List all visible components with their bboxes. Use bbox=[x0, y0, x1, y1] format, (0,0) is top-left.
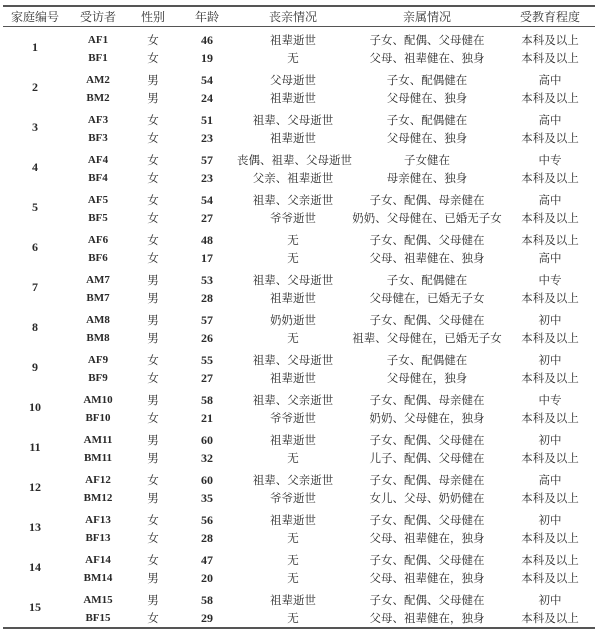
table-row bbox=[3, 587, 595, 609]
interviewee-code-cell: BM7 bbox=[86, 291, 110, 304]
education-cell: 初中 bbox=[538, 352, 562, 367]
age-cell: 17 bbox=[201, 250, 213, 265]
sex-cell: 女 bbox=[147, 170, 159, 185]
relatives-cell: 奶奶、父母健在，独身 bbox=[369, 410, 485, 425]
header-age: 年龄 bbox=[177, 6, 237, 26]
family-id-cell: 13 bbox=[29, 519, 41, 534]
interviewee-info-table bbox=[3, 5, 595, 629]
sex-cell: 男 bbox=[147, 290, 159, 305]
education-cell: 本科及以上 bbox=[521, 90, 579, 105]
bereavement-cell: 祖辈逝世 bbox=[270, 32, 316, 47]
sex-cell: 女 bbox=[147, 210, 159, 225]
education-cell: 初中 bbox=[538, 312, 562, 327]
table-row bbox=[3, 507, 595, 529]
bereavement-cell: 丧偶、祖辈、父母逝世 bbox=[237, 152, 352, 167]
sex-cell: 男 bbox=[147, 432, 159, 447]
table-row bbox=[3, 49, 595, 67]
age-cell: 60 bbox=[201, 432, 213, 447]
sex-cell: 男 bbox=[147, 392, 159, 407]
education-cell: 初中 bbox=[538, 432, 562, 447]
education-cell: 初中 bbox=[538, 592, 562, 607]
education-cell: 初中 bbox=[538, 512, 562, 527]
table-row bbox=[3, 307, 595, 329]
age-cell: 54 bbox=[201, 192, 213, 207]
bereavement-cell: 无 bbox=[237, 609, 349, 628]
bereavement-cell: 祖辈、父亲逝世 bbox=[252, 472, 334, 487]
family-id-cell: 1 bbox=[32, 39, 38, 54]
education-cell: 本科及以上 bbox=[521, 450, 579, 465]
relatives-cell: 子女、配偶、父母健在 bbox=[369, 232, 485, 247]
interviewee-code-cell: BM2 bbox=[86, 91, 110, 104]
education-cell: 中专 bbox=[538, 392, 562, 407]
age-cell: 48 bbox=[201, 232, 213, 247]
bereavement-cell: 无 bbox=[287, 552, 299, 567]
family-id-cell: 5 bbox=[32, 199, 38, 214]
age-cell: 20 bbox=[201, 570, 213, 585]
bereavement-cell: 无 bbox=[287, 330, 299, 345]
sex-cell: 女 bbox=[147, 552, 159, 567]
relatives-cell: 父母健在、独身 bbox=[386, 130, 468, 145]
sex-cell: 男 bbox=[147, 450, 159, 465]
family-id-cell: 7 bbox=[32, 279, 38, 294]
education-cell: 本科及以上 bbox=[521, 552, 579, 567]
interviewee-code-cell: AM7 bbox=[86, 273, 110, 286]
interviewee-code-cell: BF3 bbox=[88, 131, 108, 144]
family-id-cell: 14 bbox=[29, 559, 41, 574]
relatives-cell: 子女、配偶健在 bbox=[386, 352, 468, 367]
relatives-cell: 父母、祖辈健在，独身 bbox=[349, 609, 505, 628]
interviewee-code-cell: BM14 bbox=[83, 571, 113, 584]
interviewee-code-cell: AM2 bbox=[86, 73, 110, 86]
age-cell: 53 bbox=[201, 272, 213, 287]
table-row bbox=[3, 467, 595, 489]
table-row bbox=[3, 547, 595, 569]
education-cell: 本科及以上 bbox=[521, 490, 579, 505]
relatives-cell: 子女、配偶健在 bbox=[386, 272, 468, 287]
relatives-cell: 子女、配偶、父母健在 bbox=[369, 592, 485, 607]
bereavement-cell: 奶奶逝世 bbox=[270, 312, 316, 327]
table-row bbox=[3, 609, 595, 628]
age-cell: 23 bbox=[201, 170, 213, 185]
sex-cell: 男 bbox=[147, 570, 159, 585]
bereavement-cell: 无 bbox=[287, 250, 299, 265]
table-row bbox=[3, 89, 595, 107]
age-cell: 28 bbox=[201, 530, 213, 545]
age-cell: 58 bbox=[201, 592, 213, 607]
education-cell: 本科及以上 bbox=[521, 370, 579, 385]
table-row bbox=[3, 369, 595, 387]
interviewee-code-cell: AF1 bbox=[87, 33, 109, 46]
table-row bbox=[3, 347, 595, 369]
sex-cell: 女 bbox=[147, 152, 159, 167]
sex-cell: 女 bbox=[147, 250, 159, 265]
table-row bbox=[3, 267, 595, 289]
interviewee-code-cell: BF9 bbox=[88, 371, 108, 384]
sex-cell: 女 bbox=[147, 352, 159, 367]
interviewee-code-cell: AF12 bbox=[85, 473, 111, 486]
education-cell: 本科及以上 bbox=[521, 50, 579, 65]
relatives-cell: 子女、配偶、母亲健在 bbox=[369, 472, 485, 487]
interviewee-code-cell: AF14 bbox=[85, 553, 111, 566]
header-sex: 性别 bbox=[129, 6, 177, 26]
header-education: 受教育程度 bbox=[505, 6, 595, 26]
table-row bbox=[3, 227, 595, 249]
education-cell: 高中 bbox=[538, 250, 562, 265]
family-id-cell: 10 bbox=[29, 399, 41, 414]
education-cell: 高中 bbox=[538, 472, 562, 487]
interviewee-code-cell: BF13 bbox=[85, 531, 111, 544]
interviewee-code-cell: BF1 bbox=[88, 51, 108, 64]
age-cell: 27 bbox=[201, 210, 213, 225]
relatives-cell: 奶奶、父母健在、已婚无子女 bbox=[352, 210, 502, 225]
relatives-cell: 子女、配偶、父母健在 bbox=[369, 32, 485, 47]
relatives-cell: 子女健在 bbox=[404, 152, 450, 167]
family-id-cell: 9 bbox=[32, 359, 38, 374]
table-row bbox=[3, 147, 595, 169]
age-cell: 27 bbox=[201, 370, 213, 385]
family-id-cell: 15 bbox=[3, 587, 67, 628]
education-cell: 本科及以上 bbox=[521, 232, 579, 247]
relatives-cell: 子女、配偶、父母健在 bbox=[369, 312, 485, 327]
education-cell: 本科及以上 bbox=[521, 130, 579, 145]
relatives-cell: 子女、配偶、母亲健在 bbox=[369, 192, 485, 207]
bereavement-cell: 祖辈、父母逝世 bbox=[252, 112, 334, 127]
bereavement-cell: 祖辈、父母逝世 bbox=[252, 352, 334, 367]
relatives-cell: 父母、祖辈健在，独身 bbox=[369, 530, 485, 545]
sex-cell: 女 bbox=[147, 370, 159, 385]
relatives-cell: 儿子、配偶、父母健在 bbox=[369, 450, 485, 465]
sex-cell: 女 bbox=[147, 192, 159, 207]
interviewee-code-cell: BF5 bbox=[88, 211, 108, 224]
age-cell: 51 bbox=[201, 112, 213, 127]
education-cell: 本科及以上 bbox=[521, 410, 579, 425]
sex-cell: 女 bbox=[147, 112, 159, 127]
relatives-cell: 母亲健在、独身 bbox=[386, 170, 468, 185]
interviewee-code-cell: AF3 bbox=[87, 113, 109, 126]
sex-cell: 男 bbox=[147, 312, 159, 327]
education-cell: 本科及以上 bbox=[521, 290, 579, 305]
sex-cell: 男 bbox=[147, 72, 159, 87]
education-cell: 本科及以上 bbox=[521, 530, 579, 545]
education-cell: 高中 bbox=[538, 112, 562, 127]
sex-cell: 男 bbox=[147, 90, 159, 105]
bereavement-cell: 父母逝世 bbox=[270, 72, 316, 87]
relatives-cell: 父母健在、独身 bbox=[386, 90, 468, 105]
interviewee-code-cell: AM10 bbox=[83, 393, 113, 406]
relatives-cell: 父母健在，独身 bbox=[386, 370, 468, 385]
header-family-id: 家庭编号 bbox=[3, 6, 67, 26]
table-row bbox=[3, 289, 595, 307]
table-row bbox=[3, 249, 595, 267]
interviewee-code-cell: AM8 bbox=[86, 313, 110, 326]
family-id-cell: 12 bbox=[29, 479, 41, 494]
table-row bbox=[3, 329, 595, 347]
age-cell: 47 bbox=[201, 552, 213, 567]
age-cell: 24 bbox=[201, 90, 213, 105]
bereavement-cell: 无 bbox=[287, 50, 299, 65]
table-row bbox=[3, 387, 595, 409]
bereavement-cell: 祖辈逝世 bbox=[270, 592, 316, 607]
education-cell: 高中 bbox=[538, 72, 562, 87]
family-id-cell: 11 bbox=[29, 439, 41, 454]
bereavement-cell: 祖辈、父亲逝世 bbox=[252, 392, 334, 407]
bereavement-cell: 祖辈逝世 bbox=[270, 290, 316, 305]
interviewee-code-cell: AF4 bbox=[87, 153, 109, 166]
relatives-cell: 子女、配偶、父母健在 bbox=[369, 512, 485, 527]
bereavement-cell: 无 bbox=[287, 530, 299, 545]
sex-cell: 女 bbox=[147, 410, 159, 425]
interviewee-code-cell: BM8 bbox=[86, 331, 110, 344]
table-row bbox=[3, 209, 595, 227]
interviewee-code-cell: AM11 bbox=[83, 433, 113, 446]
sex-cell: 女 bbox=[147, 32, 159, 47]
bereavement-cell: 爷爷逝世 bbox=[270, 410, 316, 425]
table-row bbox=[3, 169, 595, 187]
age-cell: 58 bbox=[201, 392, 213, 407]
bereavement-cell: 爷爷逝世 bbox=[270, 210, 316, 225]
age-cell: 60 bbox=[201, 472, 213, 487]
table-row bbox=[3, 26, 595, 49]
bereavement-cell: 祖辈逝世 bbox=[270, 370, 316, 385]
sex-cell: 女 bbox=[147, 130, 159, 145]
age-cell: 57 bbox=[201, 312, 213, 327]
bereavement-cell: 无 bbox=[287, 232, 299, 247]
bereavement-cell: 祖辈逝世 bbox=[270, 130, 316, 145]
relatives-cell: 子女、配偶、父母健在 bbox=[369, 552, 485, 567]
sex-cell: 男 bbox=[147, 592, 159, 607]
interviewee-code-cell: BF4 bbox=[88, 171, 108, 184]
interviewee-code-cell: BM12 bbox=[83, 491, 113, 504]
interview-table-container bbox=[3, 5, 595, 629]
family-id-cell: 2 bbox=[32, 79, 38, 94]
age-cell: 57 bbox=[201, 152, 213, 167]
table-row bbox=[3, 529, 595, 547]
table-row bbox=[3, 569, 595, 587]
relatives-cell: 子女、配偶、父母健在 bbox=[369, 432, 485, 447]
age-cell: 23 bbox=[201, 130, 213, 145]
education-cell: 本科及以上 bbox=[521, 330, 579, 345]
sex-cell: 男 bbox=[147, 330, 159, 345]
age-cell: 29 bbox=[177, 609, 237, 628]
header-relatives: 亲属情况 bbox=[349, 6, 505, 26]
age-cell: 46 bbox=[201, 32, 213, 47]
bereavement-cell: 祖辈逝世 bbox=[270, 512, 316, 527]
family-id-cell: 3 bbox=[32, 119, 38, 134]
table-row bbox=[3, 107, 595, 129]
sex-cell: 女 bbox=[129, 609, 177, 628]
age-cell: 19 bbox=[201, 50, 213, 65]
bereavement-cell: 祖辈、父亲逝世 bbox=[252, 192, 334, 207]
table-row bbox=[3, 449, 595, 467]
sex-cell: 女 bbox=[147, 50, 159, 65]
table-row bbox=[3, 187, 595, 209]
sex-cell: 女 bbox=[147, 530, 159, 545]
education-cell: 高中 bbox=[538, 192, 562, 207]
relatives-cell: 父母、祖辈健在、独身 bbox=[369, 250, 485, 265]
sex-cell: 女 bbox=[147, 472, 159, 487]
sex-cell: 男 bbox=[147, 490, 159, 505]
age-cell: 26 bbox=[201, 330, 213, 345]
header-row bbox=[3, 6, 595, 26]
interviewee-code-cell: AF9 bbox=[87, 353, 109, 366]
sex-cell: 女 bbox=[147, 512, 159, 527]
table-body bbox=[3, 26, 595, 628]
bereavement-cell: 无 bbox=[287, 570, 299, 585]
interviewee-code-cell: BM11 bbox=[83, 451, 113, 464]
age-cell: 21 bbox=[201, 410, 213, 425]
bereavement-cell: 无 bbox=[287, 450, 299, 465]
relatives-cell: 子女、配偶健在 bbox=[386, 112, 468, 127]
table-row bbox=[3, 129, 595, 147]
age-cell: 54 bbox=[201, 72, 213, 87]
bereavement-cell: 祖辈、父母逝世 bbox=[252, 272, 334, 287]
interviewee-code-cell: BF10 bbox=[85, 411, 111, 424]
education-cell: 中专 bbox=[538, 152, 562, 167]
education-cell: 本科及以上 bbox=[521, 210, 579, 225]
bereavement-cell: 父亲、祖辈逝世 bbox=[252, 170, 334, 185]
age-cell: 32 bbox=[201, 450, 213, 465]
relatives-cell: 父母健在，已婚无子女 bbox=[369, 290, 485, 305]
relatives-cell: 女儿、父母、奶奶健在 bbox=[369, 490, 485, 505]
relatives-cell: 父母、祖辈健在、独身 bbox=[369, 50, 485, 65]
education-cell: 本科及以上 bbox=[521, 570, 579, 585]
age-cell: 55 bbox=[201, 352, 213, 367]
header-bereavement: 丧亲情况 bbox=[237, 6, 349, 26]
interviewee-code-cell: BF15 bbox=[67, 609, 129, 628]
table-row bbox=[3, 409, 595, 427]
interviewee-code-cell: AF13 bbox=[85, 513, 111, 526]
relatives-cell: 子女、配偶、母亲健在 bbox=[369, 392, 485, 407]
header-interviewee: 受访者 bbox=[67, 6, 129, 26]
interviewee-code-cell: AF5 bbox=[87, 193, 109, 206]
bereavement-cell: 祖辈逝世 bbox=[270, 90, 316, 105]
interviewee-code-cell: BF6 bbox=[88, 251, 108, 264]
interviewee-code-cell: AF6 bbox=[87, 233, 109, 246]
age-cell: 56 bbox=[201, 512, 213, 527]
family-id-cell: 8 bbox=[32, 319, 38, 334]
age-cell: 35 bbox=[201, 490, 213, 505]
age-cell: 28 bbox=[201, 290, 213, 305]
family-id-cell: 4 bbox=[32, 159, 38, 174]
sex-cell: 女 bbox=[147, 232, 159, 247]
interviewee-code-cell: AM15 bbox=[83, 593, 113, 606]
relatives-cell: 父母、祖辈健在，独身 bbox=[369, 570, 485, 585]
education-cell: 中专 bbox=[538, 272, 562, 287]
family-id-cell: 6 bbox=[32, 239, 38, 254]
table-header bbox=[3, 6, 595, 26]
table-row bbox=[3, 427, 595, 449]
table-row bbox=[3, 489, 595, 507]
table-row bbox=[3, 67, 595, 89]
sex-cell: 男 bbox=[147, 272, 159, 287]
bereavement-cell: 祖辈逝世 bbox=[270, 432, 316, 447]
bereavement-cell: 爷爷逝世 bbox=[270, 490, 316, 505]
education-cell: 本科及以上 bbox=[505, 609, 595, 628]
relatives-cell: 子女、配偶健在 bbox=[386, 72, 468, 87]
relatives-cell: 祖辈、父母健在，已婚无子女 bbox=[352, 330, 502, 345]
education-cell: 本科及以上 bbox=[521, 32, 579, 47]
education-cell: 本科及以上 bbox=[521, 170, 579, 185]
